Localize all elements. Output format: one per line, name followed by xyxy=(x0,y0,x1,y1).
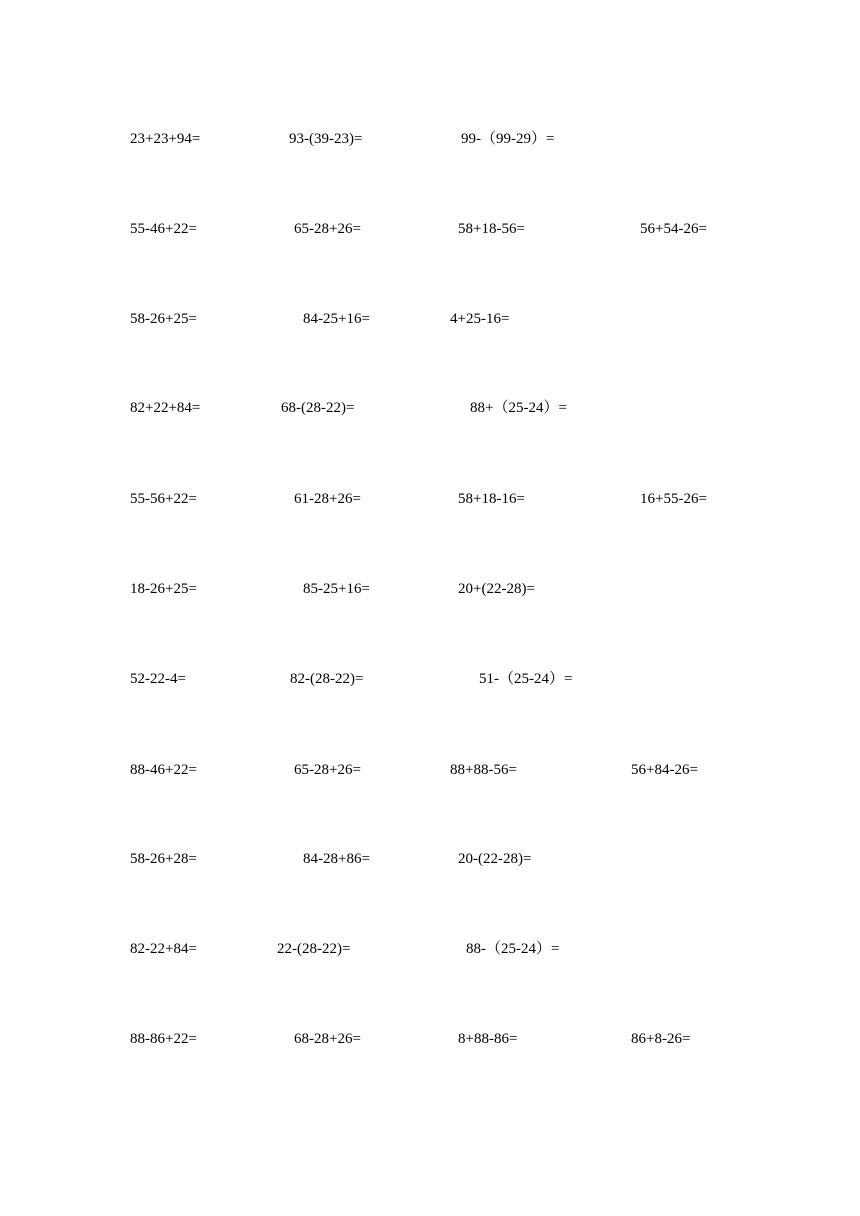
math-problem: 99-（99-29）= xyxy=(461,131,555,147)
math-problem: 88+88-56= xyxy=(450,762,517,778)
problem-row xyxy=(0,1029,860,1053)
math-problem: 88-86+22= xyxy=(130,1031,197,1047)
math-problem: 4+25-16= xyxy=(450,311,510,327)
math-problem: 82+22+84= xyxy=(130,400,201,416)
math-problem: 84-28+86= xyxy=(303,851,370,867)
math-problem: 20+(22-28)= xyxy=(458,581,535,597)
math-problem: 61-28+26= xyxy=(294,491,361,507)
problem-row xyxy=(0,309,860,333)
math-problem: 88+（25-24）= xyxy=(470,400,567,416)
math-problem: 82-22+84= xyxy=(130,941,197,957)
math-problem: 18-26+25= xyxy=(130,581,197,597)
math-problem: 55-46+22= xyxy=(130,221,197,237)
math-problem: 65-28+26= xyxy=(294,221,361,237)
math-problem: 65-28+26= xyxy=(294,762,361,778)
math-problem: 84-25+16= xyxy=(303,311,370,327)
math-problem: 58-26+28= xyxy=(130,851,197,867)
problem-row xyxy=(0,669,860,693)
math-problem: 22-(28-22)= xyxy=(277,941,351,957)
math-problem: 8+88-86= xyxy=(458,1031,518,1047)
math-problem: 88-46+22= xyxy=(130,762,197,778)
math-problem: 56+84-26= xyxy=(631,762,698,778)
problem-row xyxy=(0,219,860,243)
math-problem: 58+18-56= xyxy=(458,221,525,237)
problem-row xyxy=(0,849,860,873)
math-problem: 86+8-26= xyxy=(631,1031,691,1047)
math-problem: 16+55-26= xyxy=(640,491,707,507)
math-problem: 68-(28-22)= xyxy=(281,400,355,416)
problem-row xyxy=(0,760,860,784)
math-problem: 51-（25-24）= xyxy=(479,671,573,687)
math-problem: 56+54-26= xyxy=(640,221,707,237)
math-problem: 68-28+26= xyxy=(294,1031,361,1047)
problem-row xyxy=(0,398,860,422)
math-problem: 85-25+16= xyxy=(303,581,370,597)
math-problem: 23+23+94= xyxy=(130,131,201,147)
problem-row xyxy=(0,939,860,963)
problem-row xyxy=(0,579,860,603)
math-problem: 55-56+22= xyxy=(130,491,197,507)
math-problem: 93-(39-23)= xyxy=(289,131,363,147)
math-problem: 58+18-16= xyxy=(458,491,525,507)
math-problem: 20-(22-28)= xyxy=(458,851,532,867)
math-problem: 88-（25-24）= xyxy=(466,941,560,957)
math-problem: 52-22-4= xyxy=(130,671,186,687)
math-problem: 82-(28-22)= xyxy=(290,671,364,687)
problem-row xyxy=(0,489,860,513)
problem-row xyxy=(0,129,860,153)
math-problem: 58-26+25= xyxy=(130,311,197,327)
